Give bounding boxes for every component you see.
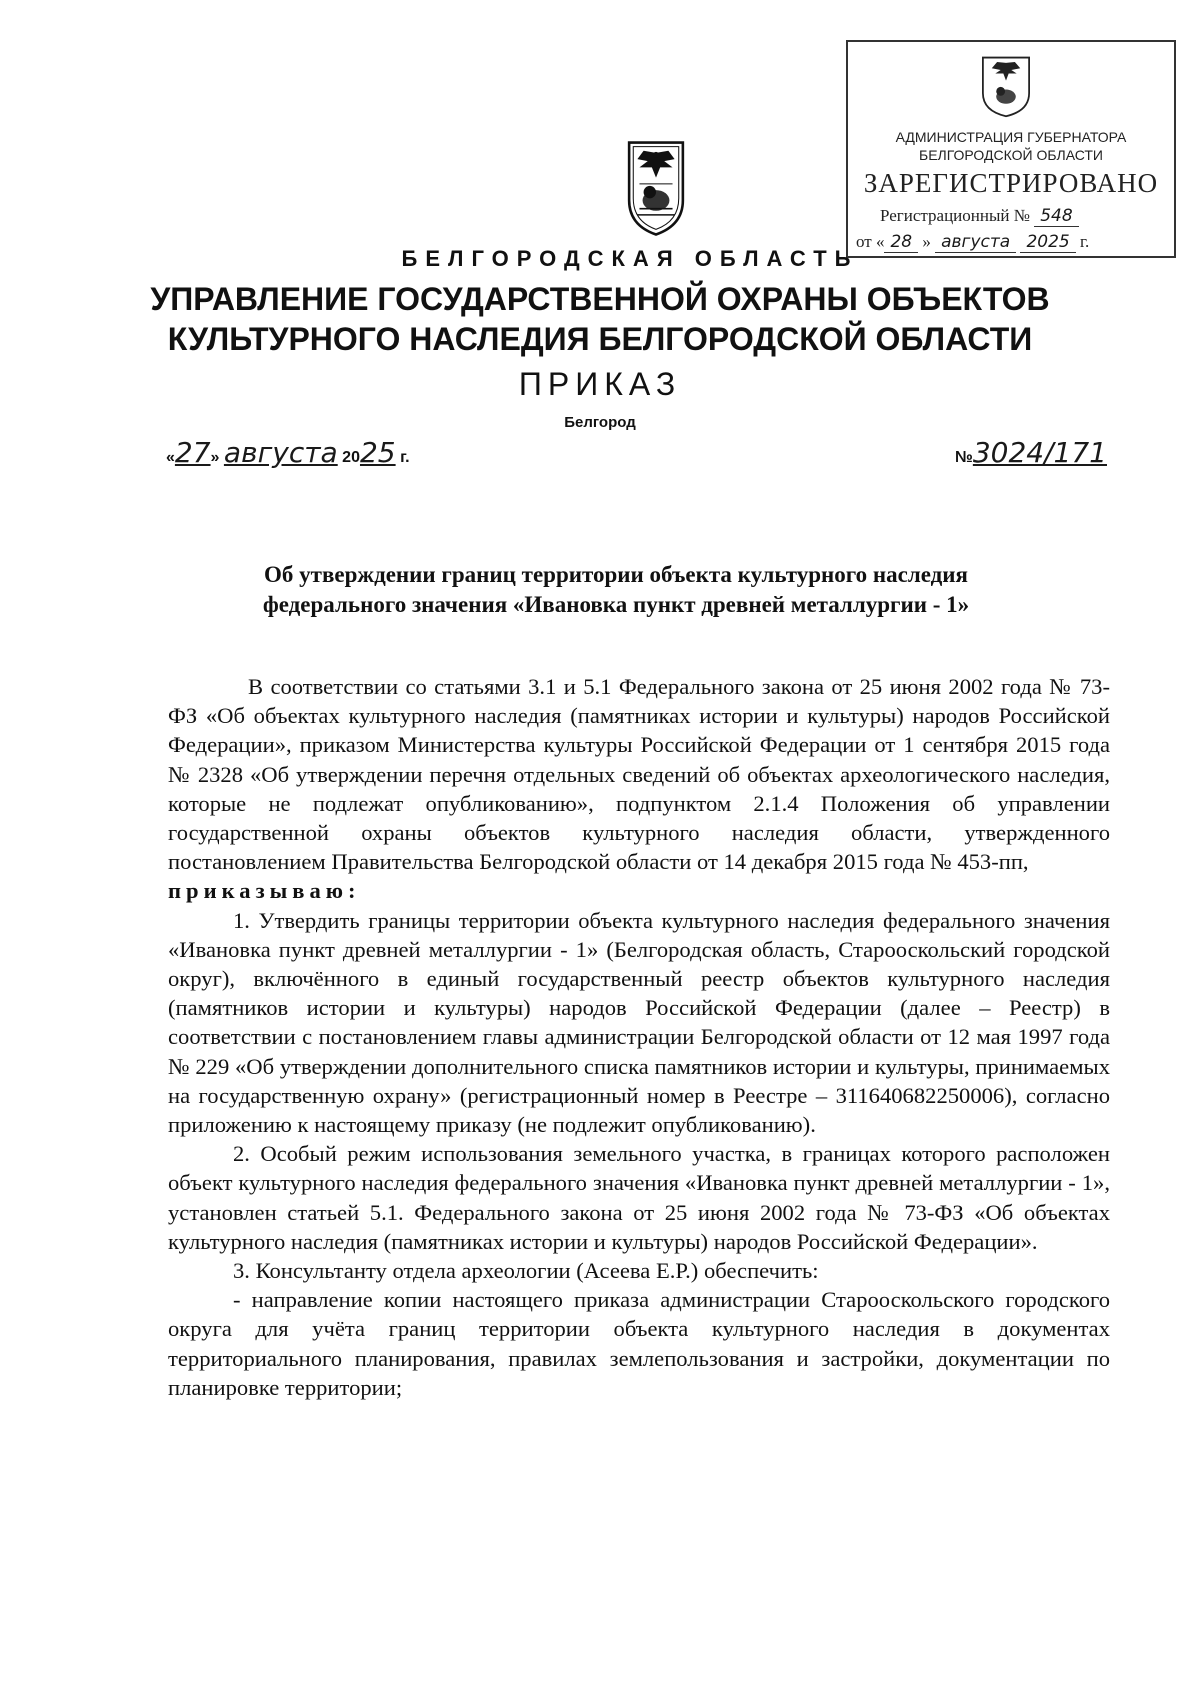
stamp-emblem-icon xyxy=(978,54,1034,118)
stamp-organization-line-2: БЕЛГОРОДСКОЙ ОБЛАСТИ xyxy=(919,147,1103,163)
order-word: приказываю: xyxy=(168,878,361,904)
order-year-prefix: 20 xyxy=(342,449,360,466)
document-title-line-1: Об утверждении границ территории объекта культурного наследия xyxy=(264,562,968,587)
order-date xyxy=(166,436,410,469)
order-number xyxy=(955,436,1107,469)
order-number-label: № xyxy=(955,449,973,466)
order-item-3-subitem-1: - направление копии настоящего приказа администрации Старооскольского городского округа для учёта границ территории объекта культурного наследия в документах территориального планирования, правилах землепользования и застройки, документации по планировке территории; xyxy=(168,1287,1110,1400)
stamp-date-prefix: от « xyxy=(856,232,885,251)
stamp-reg-number-label: Регистрационный № xyxy=(880,206,1030,225)
stamp-date-suffix: г. xyxy=(1079,232,1090,251)
coat-of-arms-emblem xyxy=(625,138,687,238)
order-item-3: 3. Консультанту отдела археологии (Асеева Е.Р.) обеспечить: xyxy=(233,1258,819,1284)
stamp-reg-number-value: 548 xyxy=(1034,206,1078,227)
order-year-end: г. xyxy=(400,449,410,466)
registration-stamp xyxy=(846,40,1176,258)
document-title xyxy=(168,560,1064,620)
stamp-date-month: августа xyxy=(935,232,1016,253)
stamp-date-year: 2025 xyxy=(1020,232,1075,253)
agency-name-line-1: УПРАВЛЕНИЕ ГОСУДАРСТВЕННОЙ ОХРАНЫ ОБЪЕКТОВ xyxy=(150,281,1050,317)
document-type: ПРИКАЗ xyxy=(518,366,682,402)
document-title-line-2: федерального значения «Ивановка пункт древней металлургии - 1» xyxy=(262,592,970,617)
stamp-organization-line-1: АДМИНИСТРАЦИЯ ГУБЕРНАТОРА xyxy=(895,129,1127,145)
preamble-paragraph: В соответствии со статьями 3.1 и 5.1 Федерального закона от 25 июня 2002 года № 73-ФЗ «Об объектах культурного наследия (памятниках истории и культуры) народов Российской Федерации», приказом Министерства культуры Российской Федерации от 1 сентября 2015 года № 2328 «Об утверждении перечня отдельных сведений об объектах археологического наследия, которые не подлежат опубликованию», подпунктом 2.1.4 Положения об управлении государственной охраны объектов культурного наследия области, утвержденного постановлением Правительства Белгородской области от 14 декабря 2015 года № 453-пп, xyxy=(168,674,1110,875)
order-date-day: 27 xyxy=(174,436,211,469)
order-number-value: 3024/171 xyxy=(972,436,1107,469)
region-name: БЕЛГОРОДСКАЯ ОБЛАСТЬ xyxy=(401,246,859,271)
order-item-1: 1. Утвердить границы территории объекта культурного наследия федерального значения «Ивановка пункт древней металлургии - 1» (Белгородская область, Старооскольский городской округ), включённого в единый государственный реестр объектов культурного наследия (памятников истории и культуры) народов Российской Федерации (далее – Реестр) в соответствии с постановлением главы администрации Белгородской области от 12 мая 1997 года № 229 «Об утверждении дополнительного списка памятников истории и культуры, принимаемых на государственную охрану» (регистрационный номер в Реестре – 311640682250006), согласно приложению к настоящему приказу (не подлежит опубликованию). xyxy=(168,907,1110,1138)
stamp-date-day: 28 xyxy=(884,232,918,253)
stamp-registered-label: ЗАРЕГИСТРИРОВАНО xyxy=(863,168,1159,198)
order-year-suffix: 25 xyxy=(359,436,396,469)
stamp-date-mid: » xyxy=(922,232,931,251)
document-body xyxy=(168,672,1110,1402)
city-name: Белгород xyxy=(564,414,636,431)
order-date-close: » xyxy=(210,449,220,466)
stamp-registration-number xyxy=(880,206,1079,226)
order-item-2: 2. Особый режим использования земельного участка, в границах которого расположен объект культурного наследия федерального значения «Ивановка пункт древней металлургии - 1», установлен статьей 5.1. Федерального закона от 25 июня 2002 года № 73-ФЗ «Об объектах культурного наследия (памятниках истории и культуры) народов Российской Федерации». xyxy=(168,1141,1110,1254)
order-date-month: августа xyxy=(223,436,338,469)
order-date-open: « xyxy=(166,449,175,466)
agency-name-line-2: КУЛЬТУРНОГО НАСЛЕДИЯ БЕЛГОРОДСКОЙ ОБЛАСТИ xyxy=(167,321,1033,357)
